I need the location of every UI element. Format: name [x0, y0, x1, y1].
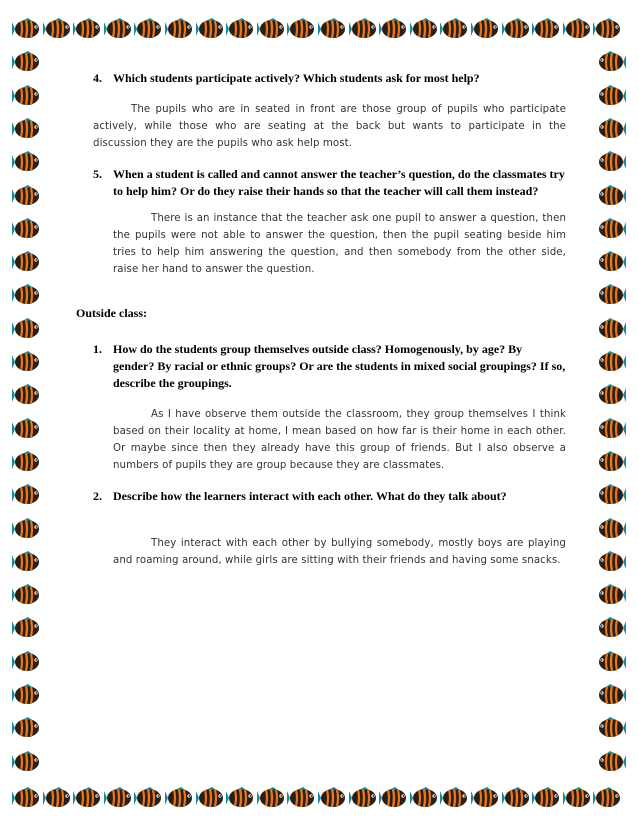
tropical-fish-icon: [596, 151, 626, 173]
tropical-fish-icon: [12, 451, 42, 473]
tropical-fish-icon: [12, 617, 42, 639]
tropical-fish-icon: [379, 787, 409, 809]
tropical-fish-icon: [165, 18, 195, 40]
tropical-fish-icon: [12, 151, 42, 173]
tropical-fish-icon: [104, 18, 134, 40]
tropical-fish-icon: [12, 18, 42, 40]
tropical-fish-icon: [379, 18, 409, 40]
tropical-fish-icon: [596, 284, 626, 306]
question-text: Describe how the learners interact with each other. What do they talk about?: [113, 489, 507, 503]
answer-outside-2: They interact with each other by bullying somebody, mostly boys are playing and roaming around, while girls are sitting with their friends and having some snacks.: [113, 538, 566, 566]
question-outside-2: [93, 488, 566, 505]
tropical-fish-icon: [596, 518, 626, 540]
tropical-fish-icon: [12, 518, 42, 540]
tropical-fish-icon: [12, 787, 42, 809]
section-heading: Outside class:: [76, 306, 148, 320]
tropical-fish-icon: [43, 18, 73, 40]
tropical-fish-icon: [440, 787, 470, 809]
tropical-fish-icon: [196, 787, 226, 809]
tropical-fish-icon: [12, 51, 42, 73]
tropical-fish-icon: [410, 787, 440, 809]
tropical-fish-icon: [12, 218, 42, 240]
question-outside-1: [93, 341, 566, 392]
tropical-fish-icon: [596, 318, 626, 340]
question-number: 1.: [93, 342, 102, 356]
tropical-fish-icon: [532, 18, 562, 40]
tropical-fish-icon: [196, 18, 226, 40]
tropical-fish-icon: [12, 318, 42, 340]
tropical-fish-icon: [12, 418, 42, 440]
tropical-fish-icon: [12, 651, 42, 673]
tropical-fish-icon: [257, 18, 287, 40]
tropical-fish-icon: [287, 18, 317, 40]
tropical-fish-icon: [596, 51, 626, 73]
tropical-fish-icon: [12, 751, 42, 773]
tropical-fish-icon: [134, 18, 164, 40]
tropical-fish-icon: [596, 118, 626, 140]
tropical-fish-icon: [73, 18, 103, 40]
tropical-fish-icon: [563, 787, 593, 809]
question-text: When a student is called and cannot answer the teacher’s question, do the classmates try to help him? Or do they raise their hands so that the teacher will call them instead?: [113, 167, 565, 198]
tropical-fish-icon: [471, 787, 501, 809]
tropical-fish-icon: [12, 85, 42, 107]
tropical-fish-icon: [471, 18, 501, 40]
tropical-fish-icon: [596, 617, 626, 639]
tropical-fish-icon: [226, 18, 256, 40]
tropical-fish-icon: [12, 717, 42, 739]
tropical-fish-icon: [596, 351, 626, 373]
tropical-fish-icon: [43, 787, 73, 809]
tropical-fish-icon: [165, 787, 195, 809]
tropical-fish-icon: [12, 284, 42, 306]
tropical-fish-icon: [532, 787, 562, 809]
tropical-fish-icon: [596, 684, 626, 706]
tropical-fish-icon: [318, 18, 348, 40]
question-4: [93, 70, 566, 87]
question-text: Which students participate actively? Which students ask for most help?: [113, 71, 480, 85]
document-body: [76, 70, 566, 579]
tropical-fish-icon: [349, 18, 379, 40]
tropical-fish-icon: [104, 787, 134, 809]
answer-4: The pupils who are in seated in front are those group of pupils who participate actively, while those who are seating at the back but wants to participate in the discussion they are the pupils who ask help most.: [93, 104, 566, 149]
question-number: 2.: [93, 489, 102, 503]
tropical-fish-icon: [287, 787, 317, 809]
tropical-fish-icon: [596, 584, 626, 606]
answer-5: There is an instance that the teacher ask one pupil to answer a question, then the pupils were not able to answer the question, then the pupil seating beside him tries to help him answering the question, and then somebody from the other side, raise her hand to answer the question.: [113, 213, 566, 275]
tropical-fish-icon: [226, 787, 256, 809]
tropical-fish-icon: [596, 717, 626, 739]
tropical-fish-icon: [134, 787, 164, 809]
tropical-fish-icon: [563, 18, 593, 40]
tropical-fish-icon: [596, 85, 626, 107]
tropical-fish-icon: [596, 751, 626, 773]
tropical-fish-icon: [502, 787, 532, 809]
question-number: 4.: [93, 71, 102, 85]
tropical-fish-icon: [593, 787, 623, 809]
tropical-fish-icon: [12, 684, 42, 706]
answer-outside-1: As I have observe them outside the classroom, they group themselves I think based on their locality at home, I mean based on how far is their home in each other. Or maybe since then they already have this group of friends. But I also observe a numbers of pupils they are group because they are classmates.: [113, 409, 566, 471]
tropical-fish-icon: [12, 185, 42, 207]
tropical-fish-icon: [257, 787, 287, 809]
tropical-fish-icon: [596, 384, 626, 406]
tropical-fish-icon: [596, 251, 626, 273]
tropical-fish-icon: [73, 787, 103, 809]
question-5: [93, 166, 566, 200]
tropical-fish-icon: [349, 787, 379, 809]
tropical-fish-icon: [12, 351, 42, 373]
tropical-fish-icon: [12, 251, 42, 273]
tropical-fish-icon: [12, 484, 42, 506]
tropical-fish-icon: [593, 18, 623, 40]
tropical-fish-icon: [596, 451, 626, 473]
tropical-fish-icon: [12, 118, 42, 140]
question-number: 5.: [93, 167, 102, 181]
tropical-fish-icon: [410, 18, 440, 40]
tropical-fish-icon: [12, 584, 42, 606]
tropical-fish-icon: [502, 18, 532, 40]
tropical-fish-icon: [318, 787, 348, 809]
tropical-fish-icon: [596, 651, 626, 673]
tropical-fish-icon: [12, 384, 42, 406]
tropical-fish-icon: [596, 551, 626, 573]
question-text: How do the students group themselves outside class? Homogenously, by age? By gender? By racial or ethnic groups? Or are the students in mixed social groupings? If so, describe the groupings.: [113, 342, 566, 390]
tropical-fish-icon: [596, 484, 626, 506]
tropical-fish-icon: [596, 185, 626, 207]
tropical-fish-icon: [596, 218, 626, 240]
tropical-fish-icon: [12, 551, 42, 573]
tropical-fish-icon: [596, 418, 626, 440]
tropical-fish-icon: [440, 18, 470, 40]
